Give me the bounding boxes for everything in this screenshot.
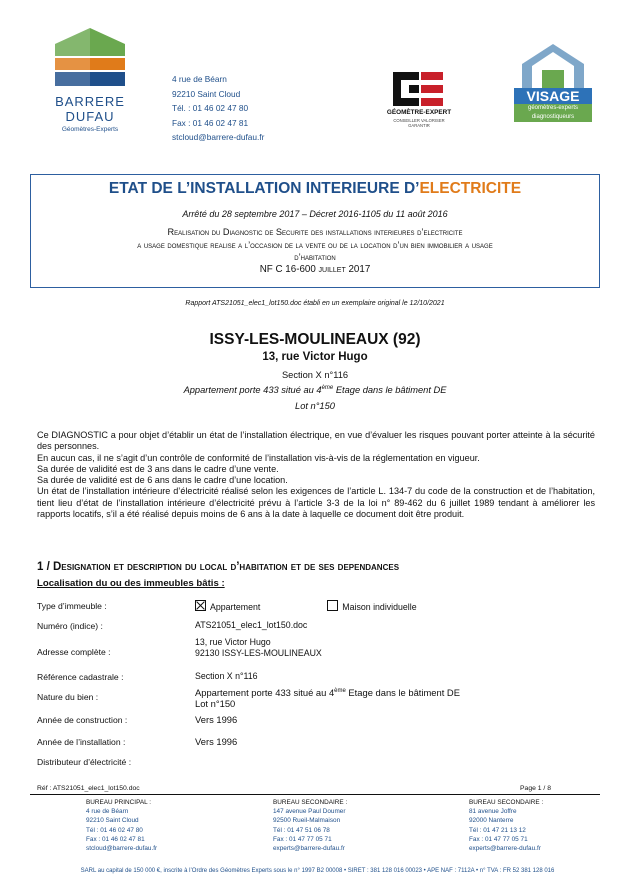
- footer-divider: [30, 794, 600, 795]
- barrere-dufau-subtitle: Géomètres-Experts: [61, 126, 119, 133]
- adresse-value: 13, rue Victor Hugo 92130 ISSY-LES-MOULINEAUX: [195, 637, 322, 658]
- barrere-dufau-name: BARRERE DUFAU: [55, 94, 125, 124]
- installation-value: Vers 1996: [195, 736, 238, 747]
- construction-value: Vers 1996: [195, 714, 238, 725]
- street-address: 13, rue Victor Hugo: [262, 351, 368, 363]
- construction-label: Année de construction :: [37, 715, 128, 725]
- header-contact: 4 rue de Béarn 92210 Saint Cloud Tél. : 01 46 02 47 80 Fax : 01 46 02 47 81 stcloud@barrere-dufau.fr: [172, 74, 265, 142]
- office-rueil: BUREAU SECONDAIRE : 147 avenue Paul Doumer 92500 Rueil-Malmaison Tél : 01 47 51 06 78 Fax : 01 47 77 05 71 experts@barrere-dufau.fr: [273, 799, 348, 853]
- city-title: ISSY-LES-MOULINEAUX (92): [209, 331, 421, 348]
- intro-paragraph: Ce DIAGNOSTIC a pour objet d’établir un état de l’installation électrique, en vue d’évaluer les risques pouvant porter atteinte à la sécurité des personnes. En aucun cas, il ne s’agit d’un contrôle de conformité de l’installation vis-à-vis de la réglementation en vigueur. Sa durée de validité est de 3 ans dans le cadre d’une vente. Sa durée de validité est de 6 ans dans le cadre d’une location. Un état de l’installation intérieure d’électricité réalisé selon les exigences de l’article L. 134-7 du code de la construction et de l’habitation, tient lieu d’état de l’installation intérieure d’électricité prévu à l’article 3-3 de la loi n° 89-462 du 6 juillet 1989 tendant à améliorer les rapports locatifs, s’il a été réalisé depuis moins de 6 ans à la date à laquelle ce document doit être produit.: [37, 430, 595, 520]
- distributeur-label: Distributeur d’électricité :: [37, 757, 132, 767]
- numero-value: ATS21051_elec1_lot150.doc: [195, 620, 308, 630]
- page-number: Page 1 / 8: [520, 785, 551, 792]
- section-1-title: 1 / Designation et description du local d’habitation et de ses dependances: [37, 561, 400, 573]
- installation-label: Année de l’installation :: [37, 737, 126, 747]
- type-options: Appartement Maison individuelle: [195, 600, 417, 613]
- maison-checkbox[interactable]: [327, 600, 338, 611]
- visage-name: VISAGE: [514, 88, 592, 104]
- visage-house-icon: [514, 42, 592, 88]
- footer-reference: Réf : ATS21051_elec1_lot150.doc: [37, 785, 140, 792]
- office-nanterre: BUREAU SECONDAIRE : 81 avenue Joffre 92000 Nanterre Tél : 01 47 21 13 12 Fax : 01 47 77 05 71 experts@barrere-dufau.fr: [469, 799, 544, 853]
- geometre-expert-name: GÉOMÈTRE-EXPERT: [386, 109, 452, 116]
- location-subtitle: Localisation du ou des immeubles bâtis :: [37, 578, 225, 589]
- decree-reference: Arrêté du 28 septembre 2017 – Décret 2016-1105 du 11 août 2016: [182, 209, 448, 219]
- visage-logo: [514, 42, 592, 124]
- legal-mentions: SARL au capital de 150 000 €, inscrite à l’Ordre des Géomètres Experts sous le n° 1997 B2 00008 • SIRET : 381 128 016 00023 • APE NAF : 7112A • n° TVA : FR 52 381 128 016: [80, 868, 555, 874]
- geometre-expert-tagline: CONSEILLER VALORISER GARANTIR: [393, 118, 445, 128]
- office-principal: BUREAU PRINCIPAL : 4 rue de Béarn 92210 Saint Cloud Tél : 01 46 02 47 80 Fax : 01 46 02 47 81 stcloud@barrere-dufau.fr: [86, 799, 158, 853]
- document-title: ETAT DE L’INSTALLATION INTERIEURE D’ELECTRICITE: [108, 180, 522, 197]
- visage-subtitle: géomètres-experts diagnostiqueurs: [514, 104, 592, 122]
- lot-number: Lot n°150: [295, 401, 335, 411]
- type-label: Type d’immeuble :: [37, 601, 107, 611]
- report-reference: Rapport ATS21051_elec1_lot150.doc établi en un exemplaire original le 12/10/2021: [185, 300, 445, 307]
- reference-label: Référence cadastrale :: [37, 672, 124, 682]
- numero-label: Numéro (indice) :: [37, 621, 103, 631]
- title-description: Realisation du Diagnostic de Securite des installations interieures d’electricite a usage domestique realise a l’occasion de la vente ou de la location d’un bien immobilier a usage d’habitation NF C 16-600 juillet 2017: [137, 227, 493, 275]
- reference-value: Section X n°116: [195, 671, 258, 681]
- appartement-checkbox[interactable]: [195, 600, 206, 611]
- apartment-description: Appartement porte 433 situé au 4ème Etage dans le bâtiment DE: [183, 385, 447, 396]
- cadastral-section: Section X n°116: [281, 370, 349, 380]
- nature-value: Appartement porte 433 situé au 4ème Etage dans le bâtiment DE Lot n°150: [195, 687, 460, 710]
- adresse-label: Adresse complète :: [37, 647, 111, 657]
- nature-label: Nature du bien :: [37, 692, 99, 702]
